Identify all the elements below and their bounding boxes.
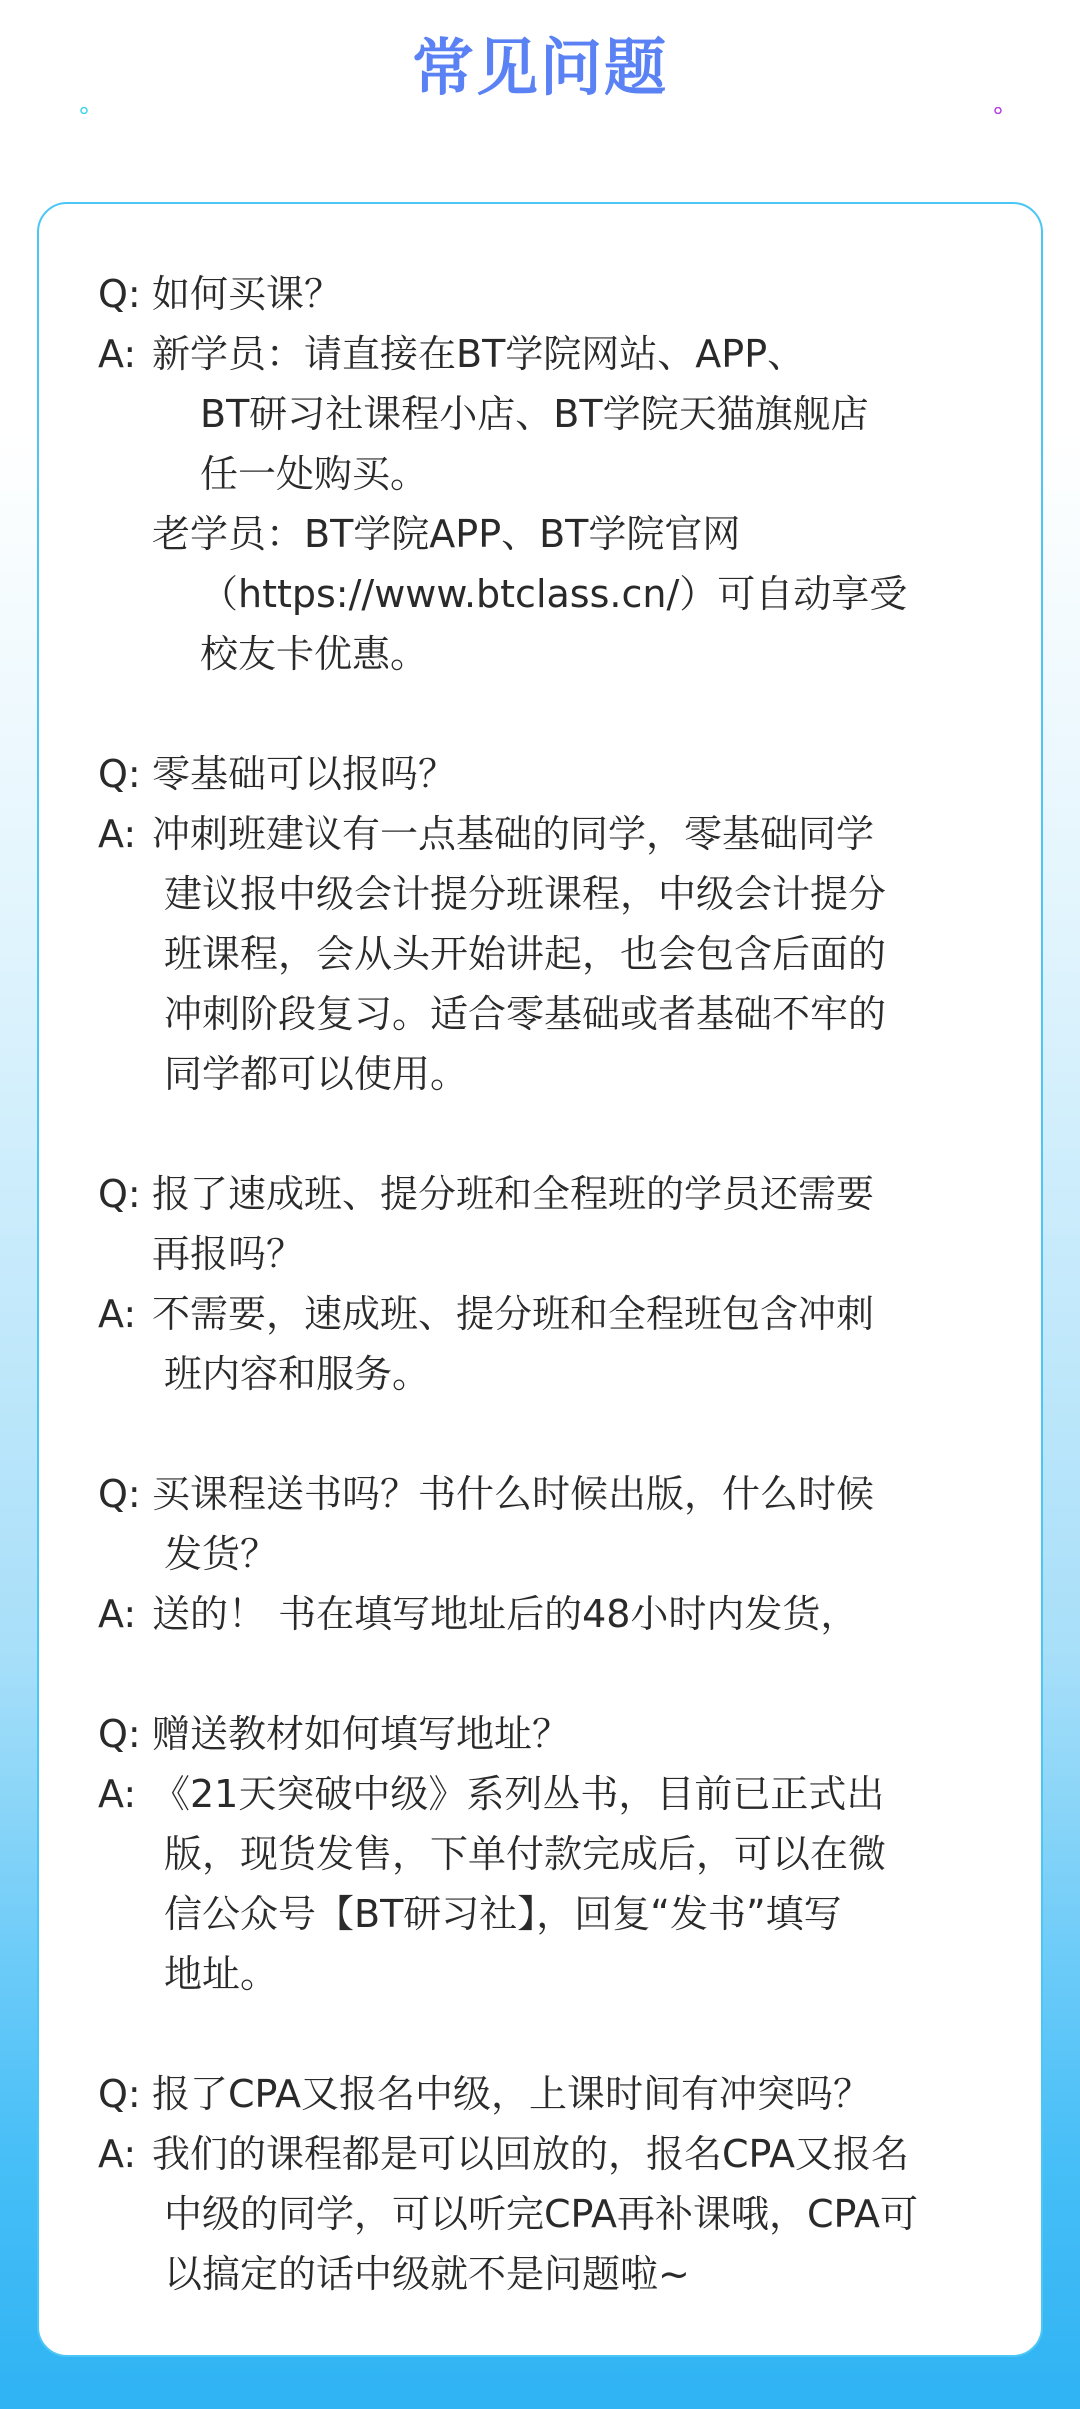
question-prefix: Q: <box>98 1712 141 1756</box>
faq-item <box>98 264 1018 684</box>
answer-text <box>152 1284 1018 1404</box>
answer-prefix: A: <box>98 1772 137 1816</box>
faq-item <box>98 1464 1018 1644</box>
question-line <box>98 264 1018 324</box>
answer-text-line: 新学员：请直接在BT学院网站、APP、 <box>152 332 806 376</box>
answer-text-line: 冲刺阶段复习。适合零基础或者基础不牢的 <box>164 992 887 1036</box>
question-prefix: Q: <box>98 1472 141 1516</box>
answer-extra-text-line: 校友卡优惠。 <box>200 632 429 676</box>
answer-text-line: 版，现货发售，下单付款完成后，可以在微 <box>164 1832 887 1876</box>
answer-text-line: 我们的课程都是可以回放的，报名CPA又报名 <box>152 2132 910 2176</box>
question-prefix: Q: <box>98 1172 141 1216</box>
question-text-line: 发货？ <box>164 1532 279 1576</box>
answer-text-line: 不需要，速成班、提分班和全程班包含冲刺 <box>152 1292 875 1336</box>
answer-text <box>152 804 1018 1104</box>
answer-text-line: 冲刺班建议有一点基础的同学，零基础同学 <box>152 812 875 856</box>
question-text-line: 再报吗？ <box>152 1232 305 1276</box>
question-text-line: 如何买课？ <box>152 272 343 316</box>
faq-item <box>98 2064 1018 2304</box>
faq-card <box>37 202 1043 2357</box>
answer-text-line: BT研习社课程小店、BT学院天猫旗舰店 <box>200 392 869 436</box>
question-line <box>98 1164 1018 1284</box>
question-text-line: 零基础可以报吗？ <box>152 752 457 796</box>
question-text <box>152 1704 1018 1764</box>
answer-line <box>98 804 1018 1104</box>
answer-prefix: A: <box>98 2132 137 2176</box>
answer-text-line: 建议报中级会计提分班课程，中级会计提分 <box>164 872 887 916</box>
answer-text-line: 送的！ 书在填写地址后的48小时内发货， <box>152 1592 859 1636</box>
question-prefix: Q: <box>98 752 141 796</box>
question-line <box>98 2064 1018 2124</box>
answer-extra-text-line: 老学员：BT学院APP、BT学院官网 <box>152 512 741 556</box>
answer-prefix: A: <box>98 1292 137 1336</box>
answer-prefix: A: <box>98 1592 137 1636</box>
answer-text-line: 地址。 <box>164 1952 279 1996</box>
faq-item <box>98 744 1018 1104</box>
answer-text-line: 信公众号【BT研习社】，回复“发书”填写 <box>164 1892 842 1936</box>
title-underline <box>80 107 1002 114</box>
answer-line <box>98 1284 1018 1404</box>
answer-text-line: 同学都可以使用。 <box>164 1052 469 1096</box>
question-line <box>98 1704 1018 1764</box>
answer-extra-text-line: （https://www.btclass.cn/）可自动享受 <box>200 572 908 616</box>
question-text-line: 赠送教材如何填写地址？ <box>152 1712 571 1756</box>
answer-text-line: 中级的同学，可以听完CPA再补课哦，CPA可 <box>164 2192 919 2236</box>
answer-line <box>98 324 1018 504</box>
question-text <box>152 2064 1018 2124</box>
answer-text-line: 班内容和服务。 <box>164 1352 431 1396</box>
faq-item <box>98 1704 1018 2004</box>
question-text <box>152 1464 1018 1584</box>
question-prefix: Q: <box>98 2072 141 2116</box>
answer-text-line: 班课程，会从头开始讲起，也会包含后面的 <box>164 932 887 976</box>
faq-item <box>98 1164 1018 1404</box>
question-text-line: 报了CPA又报名中级，上课时间有冲突吗？ <box>152 2072 872 2116</box>
question-text-line: 报了速成班、提分班和全程班的学员还需要 <box>152 1172 875 1216</box>
answer-text-line: 任一处购买。 <box>200 452 429 496</box>
faq-list <box>98 264 1018 2364</box>
answer-extra-line <box>98 504 1018 684</box>
question-line <box>98 1464 1018 1584</box>
answer-line <box>98 2124 1018 2304</box>
answer-text-line: 以搞定的话中级就不是问题啦~ <box>164 2252 690 2296</box>
question-text <box>152 264 1018 324</box>
question-line <box>98 744 1018 804</box>
question-prefix: Q: <box>98 272 141 316</box>
answer-text-line: 《21天突破中级》系列丛书，目前已正式出 <box>152 1772 885 1816</box>
answer-text <box>152 1764 1018 2004</box>
answer-text <box>152 324 1018 504</box>
answer-line <box>98 1584 1018 1644</box>
answer-prefix: A: <box>98 332 137 376</box>
answer-text <box>152 1584 1018 1644</box>
answer-prefix: A: <box>98 812 137 856</box>
question-text-line: 买课程送书吗？书什么时候出版，什么时候 <box>152 1472 875 1516</box>
page-title: 常见问题 <box>411 31 668 104</box>
question-text <box>152 744 1018 804</box>
question-text <box>152 1164 1018 1284</box>
answer-extra-text <box>152 504 1018 684</box>
answer-line <box>98 1764 1018 2004</box>
answer-text <box>152 2124 1018 2304</box>
